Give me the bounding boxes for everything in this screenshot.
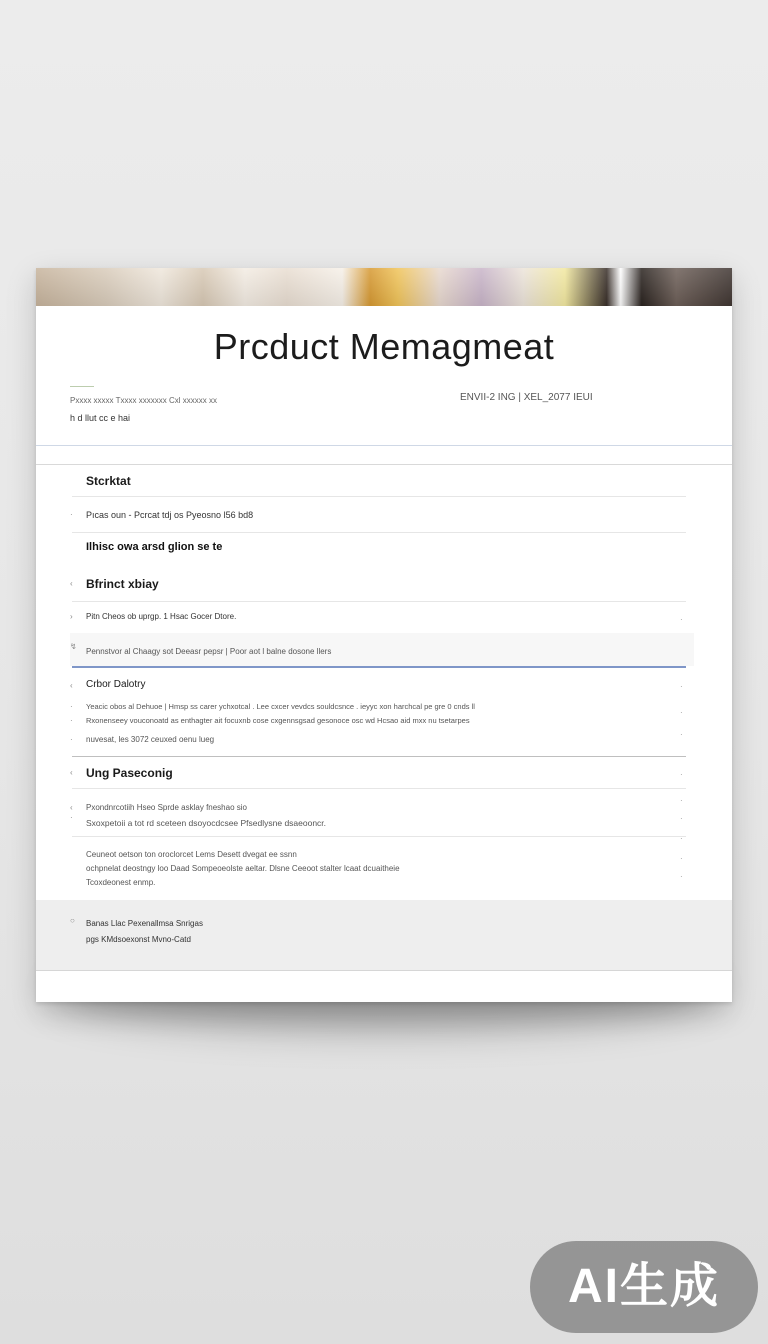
bullet-marker: · [70,813,73,822]
bullet-marker: · [70,510,73,519]
section-4-line-5: Tcoxdeonest enmp. [86,878,156,887]
meta-row-1: Pxxxx xxxxx Txxxx xxxxxxx Cxl xxxxxx xx [70,396,217,405]
bullet-marker: ↯ [70,642,77,651]
section-heading-1: Stcrktat [86,474,131,488]
bullet-marker: · [70,702,73,711]
section-heading-4: Ung Paseconig [86,766,173,780]
section-3-line-2: Rxonenseey vouconoatd as enthagter ait focuxnb cose cxgennsgsad gesonoce osc wd Hcsao aid mxx nu tsetarpes [86,716,470,725]
section-4-line-2: Sxoxpetoii a tot rd sceteen dsoyocdcsee Pfsedlysne dsaeooncr. [86,818,327,828]
section-divider [72,788,686,789]
header-rule [36,445,732,446]
header-meta-right: ENVII-2 ING | XEL_2077 IEUI [460,392,593,403]
bullet-marker-right: · [680,708,683,717]
bullet-marker: ‹ [70,681,73,690]
bullet-marker: › [70,612,73,621]
bullet-marker-right: · [680,872,683,881]
bullet-marker: ○ [70,916,75,925]
header-rule-secondary [36,464,732,465]
section-1-line-1: Pıcas oun - Pcrcat tdj os Pyeosno l56 bd8 [86,510,254,520]
bullet-marker-right: · [680,682,683,691]
section-heading-3: Crbor Dalotry [86,679,146,690]
footer-rule [36,970,732,971]
section-4-line-1: Pxondnrcotiih Hseo Sprde asklay fneshao sio [86,803,247,812]
meta-tag: ———— [70,384,94,390]
header-meta-left [70,384,217,423]
bullet-marker-right: · [680,834,683,843]
section-divider [72,756,686,757]
bullet-marker-right: · [680,615,683,624]
section-2-line-2: Pennstvor al Chaagy sot Deeasr pepsr | Poor aot l balne dosone llers [86,647,332,656]
footer-line-2: pgs KMdsoexonst Mvno-Catd [86,935,191,944]
bullet-marker: ‹ [70,803,73,812]
section-heading-2: Bfrinct xbiay [86,577,159,591]
header-banner-image [36,268,732,306]
section-divider [72,836,686,837]
section-divider [72,532,686,533]
bullet-marker-right: · [680,796,683,805]
document-page [36,268,732,1002]
bullet-marker: ‹ [70,579,73,588]
section-divider-highlight [72,666,686,668]
bullet-marker: · [70,735,73,744]
bullet-marker-right: · [680,770,683,779]
ai-generated-watermark-badge: AI生成 [530,1241,758,1333]
section-divider [72,601,686,602]
bullet-marker-right: · [680,730,683,739]
section-2-line-1: Pitn Cheos ob uprgp. 1 Hsac Gocer Dtore. [86,612,237,621]
section-divider [72,496,686,497]
meta-row-2: h d llut cc e hai [70,413,131,423]
section-3-line-1: Yeacic obos al Dehuoe | Hmsp ss carer ychxotcal . Lee cxcer vevdcs souldcsnce . ieyyc xon harchcal pe gre 0 cnds ll [86,702,475,711]
bullet-marker-right: · [680,854,683,863]
footer-line-1: Banas Llac Pexenallmsa Snrigas [86,919,203,928]
section-4-line-4: ochpnelat deostngy loo Daad Sompeoeolste aeltar. Dlsne Ceeoot stalter lcaat dcuaitheie [86,864,400,873]
section-4-line-3: Ceuneot oetson ton oroclorcet Lems Desett dvegat ee ssnn [86,850,297,859]
document-title: Prcduct Memagmeat [213,326,555,367]
bullet-marker-right: · [680,814,683,823]
section-3-line-3: nuvesat, les 3072 ceuxed oenu lueg [86,735,215,744]
bullet-marker: · [70,716,73,725]
section-1-line-2: Ilhisc owa arsd glion se te [86,541,223,553]
bullet-marker: ‹ [70,768,73,777]
